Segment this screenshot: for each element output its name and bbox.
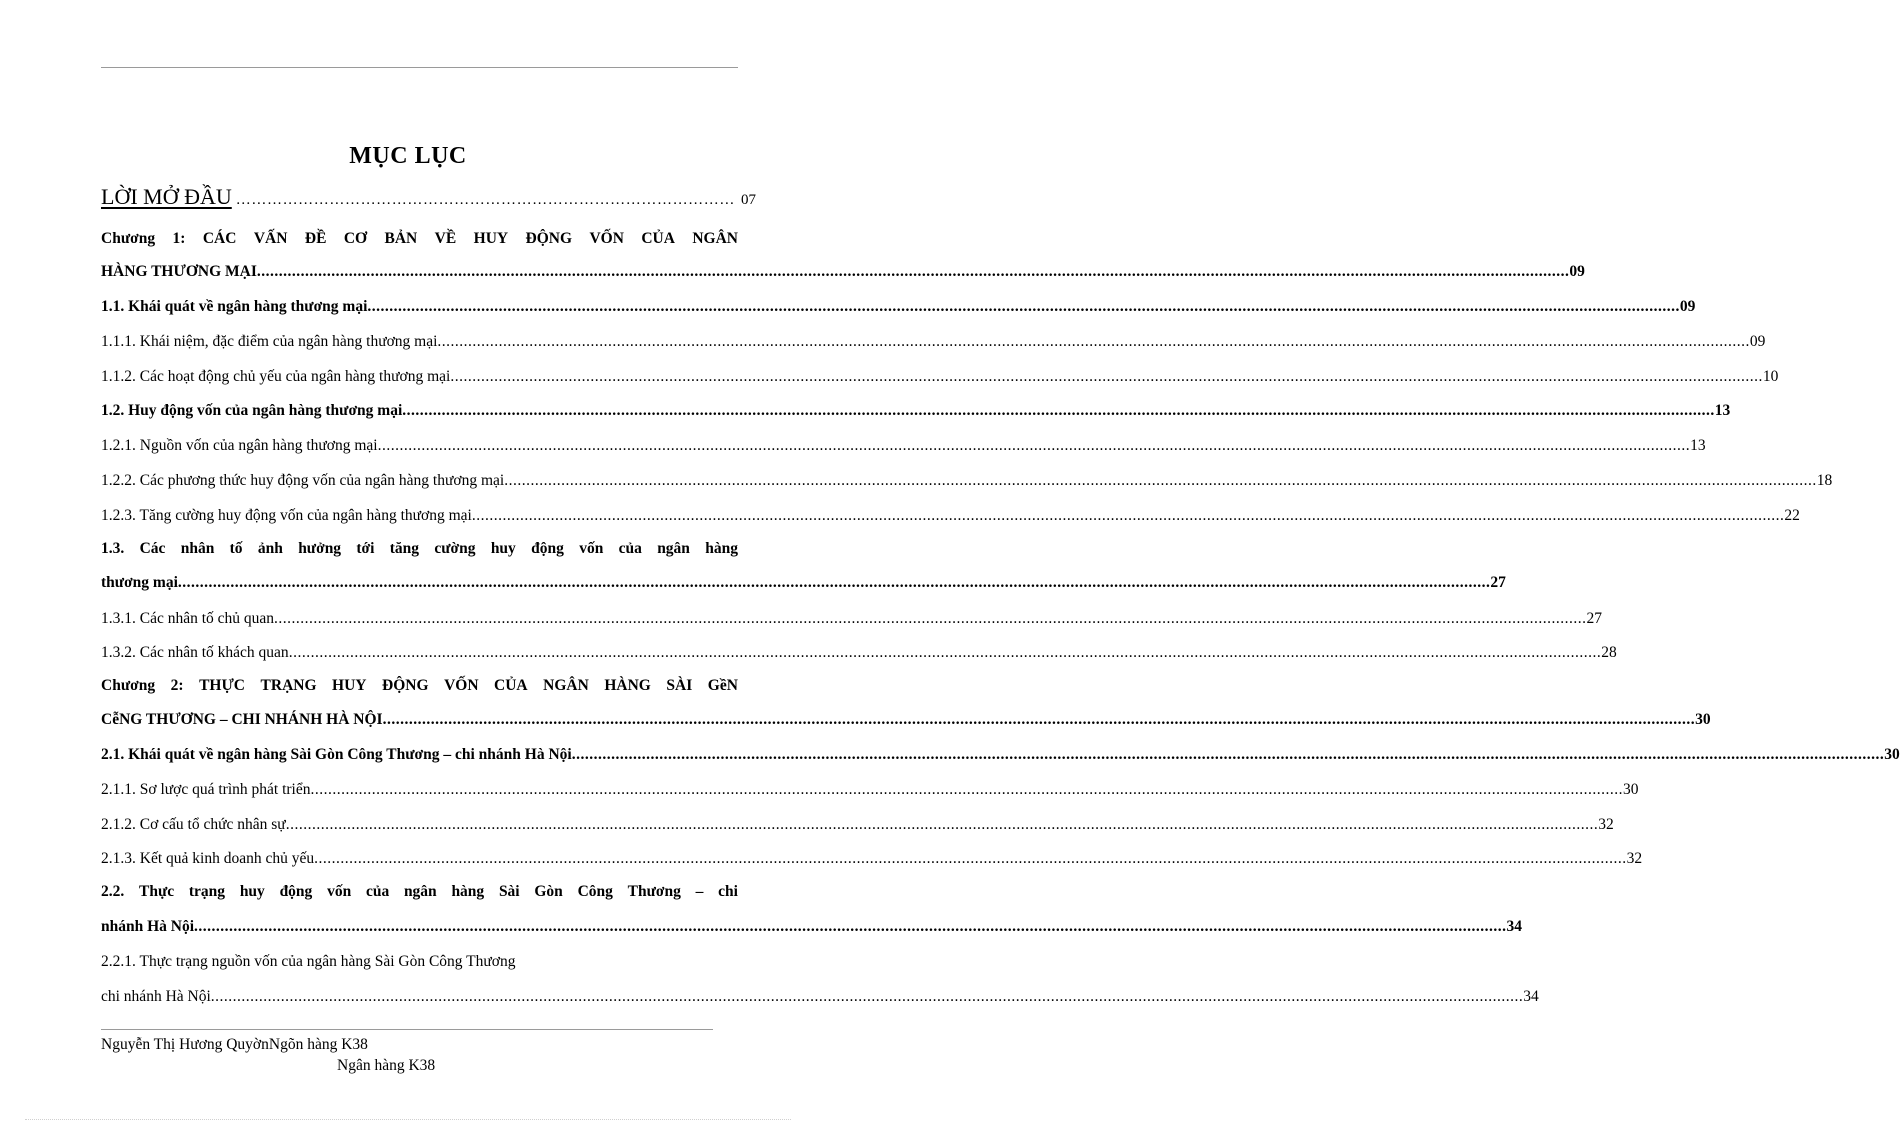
toc-word: hưởng [298, 540, 342, 557]
dot-leader: ............................................................................................................................................................................................................................................................................................................ [367, 298, 1680, 315]
toc-chapter1-line2[interactable] [101, 263, 1585, 289]
dot-leader: ............................................................................................................................................................................................................................................................................................................ [437, 333, 1750, 350]
toc-page-number: 28 [1601, 644, 1617, 661]
toc-entry-label: 1.3.1. Các nhân tố chủ quan [101, 610, 275, 627]
dot-leader: ............................................................................................................................................................................................................................................................................................................ [310, 781, 1623, 798]
toc-entry-1-3-line2[interactable] [101, 574, 1506, 600]
toc-chapter2-line2[interactable] [101, 711, 1711, 737]
toc-word: Gòn [534, 883, 563, 900]
toc-word: của [618, 540, 642, 557]
dot-leader: ............................................................................................................................................................................................................................................................................................................ [194, 918, 1507, 935]
toc-entry-label: 2.1.1. Sơ lược quá trình phát triển [101, 781, 311, 798]
toc-entry-label: 1.2. Huy động vốn của ngân hàng thương mại [101, 402, 403, 419]
toc-word: Chương [101, 230, 156, 247]
footer-class: Ngân hàng K38 [337, 1057, 436, 1074]
toc-word: động [531, 540, 564, 557]
toc-entry-1-3-2[interactable] [101, 644, 1617, 670]
footer-author: Nguyễn Thị Hương QuyờnNgõn hàng K38 [101, 1036, 368, 1053]
toc-entry-2-1-1[interactable] [101, 781, 1639, 807]
toc-page-number: 09 [1679, 298, 1696, 315]
toc-page-number: 27 [1490, 574, 1506, 591]
toc-word: Sài [498, 883, 520, 900]
toc-word: ảnh [257, 540, 283, 557]
toc-entry-1-3-line1[interactable] [101, 540, 738, 566]
footer-rule [101, 1029, 713, 1030]
toc-word: BẢN [384, 230, 418, 247]
toc-word: động [279, 883, 313, 900]
toc-word: cường [434, 540, 476, 557]
toc-word: CỦA [641, 230, 675, 247]
toc-entry-2-2-line1[interactable] [101, 883, 738, 909]
toc-page-number: 07 [740, 192, 756, 208]
toc-entry-label: 1.1. Khái quát về ngân hàng thương mại [101, 298, 368, 315]
toc-word: trạng [188, 883, 226, 900]
dot-leader: ............................................................................................................................................................................................................................................................................................................ [571, 746, 1885, 763]
dot-leader: ............................................................................................................................................................................................................................................................................................................ [314, 850, 1627, 867]
toc-entry-label: 2.1.3. Kết quả kinh doanh chủ yếu [101, 850, 315, 867]
toc-page-number: 22 [1784, 507, 1800, 524]
toc-word: CỦA [494, 677, 528, 694]
toc-word: HUY [332, 677, 367, 694]
dot-leader: ............................................................................................................................................................................................................................................................................................................ [210, 988, 1524, 1005]
dot-leader: ............................................................................................................................................................................................................................................................................................................ [177, 574, 1491, 591]
toc-entry-2-2-1-line2[interactable] [101, 988, 1539, 1014]
toc-page-number: 30 [1695, 711, 1711, 728]
toc-word: ĐỀ [304, 230, 327, 247]
dot-leader: ............................................................................................................................................................................................................................................................................................................ [504, 472, 1817, 489]
toc-entry-label: 1.2.3. Tăng cường huy động vốn của ngân hàng thương mại [101, 507, 472, 524]
toc-word: HUY [473, 230, 509, 247]
toc-entry-1-2[interactable] [101, 402, 1731, 428]
toc-entry-1-2-1[interactable] [101, 437, 1706, 463]
toc-word: 1.3. [101, 540, 125, 557]
toc-entry-1-1-2[interactable] [101, 368, 1779, 394]
toc-page-number: 09 [1749, 333, 1766, 350]
toc-page-number: 30 [1622, 781, 1639, 798]
toc-word: ngân [657, 540, 690, 557]
toc-word: tới [356, 540, 375, 557]
toc-entry-label: nhánh Hà Nội [101, 918, 195, 935]
dot-leader: ............................................................................................................................................................................................................................................................................................................ [377, 437, 1691, 454]
dot-leader: ............................................................................................................................................................................................................................................................................................................ [288, 644, 1602, 661]
toc-word: Thực [139, 883, 175, 900]
toc-chapter2-line1[interactable] [101, 677, 738, 703]
toc-entry-label: thương mại [101, 574, 178, 591]
toc-entry-2-2-line2[interactable] [101, 918, 1523, 944]
dot-leader: ............................................................................................................................................................................................................................................................................................................ [274, 610, 1587, 627]
toc-word: VỀ [434, 230, 457, 247]
toc-entry-label: CễNG THƯƠNG – CHI NHÁNH HÀ NỘI [101, 711, 383, 728]
toc-entry-label: 1.2.1. Nguồn vốn của ngân hàng thương mại [101, 437, 378, 454]
toc-page-number: 34 [1523, 988, 1539, 1005]
toc-word: THỰC [199, 677, 245, 694]
dot-leader: ............................................................................................................................................................................................................................................................................................................ [471, 507, 1785, 524]
toc-entry-1-2-2[interactable] [101, 472, 1833, 498]
toc-word: huy [239, 883, 265, 900]
toc-entry-label: LỜI MỞ ĐẦU [101, 184, 232, 209]
toc-page-number: 30 [1884, 746, 1900, 763]
toc-word: CÁC [202, 230, 237, 247]
toc-page-number: 13 [1714, 402, 1731, 419]
toc-word: – [695, 883, 704, 900]
toc-entry-label: 2.1.2. Cơ cấu tổ chức nhân sự [101, 816, 286, 833]
toc-word: VỐN [589, 230, 624, 247]
toc-entry-label: 1.3.2. Các nhân tố khách quan [101, 644, 289, 661]
toc-entry-2-2-1-line1[interactable]: 2.2.1. Thực trạng nguồn vốn của ngân hàng Sài Gòn Công Thương [101, 953, 516, 970]
toc-word: vốn [327, 883, 352, 900]
toc-entry-label: HÀNG THƯƠNG MẠI [101, 263, 257, 280]
toc-entry-intro[interactable] [101, 184, 756, 216]
toc-word: hàng [705, 540, 738, 557]
toc-word: tăng [389, 540, 420, 557]
toc-page-number: 34 [1506, 918, 1523, 935]
toc-entry-1-1[interactable] [101, 298, 1696, 324]
toc-page-number: 32 [1598, 816, 1614, 833]
toc-entry-2-1[interactable] [101, 746, 1900, 772]
toc-word: TRẠNG [260, 677, 317, 694]
toc-word: VỐN [444, 677, 479, 694]
toc-word: NGÂN [692, 230, 738, 247]
toc-entry-label: chi nhánh Hà Nội [101, 988, 211, 1005]
toc-word: 2: [170, 677, 184, 694]
toc-entry-label: 2.1. Khái quát về ngân hàng Sài Gòn Công Thương – chi nhánh Hà Nội [101, 746, 572, 763]
toc-chapter1-line1[interactable] [101, 230, 738, 256]
toc-entry-2-1-3[interactable] [101, 850, 1643, 876]
toc-word: GềN [707, 677, 738, 694]
dot-leader: ............................................................................................................................................................................................................................................................................................................ [382, 711, 1696, 728]
dot-leader: ............................................................................................................................................................................................................................................................................................................ [402, 402, 1715, 419]
toc-page-number: 13 [1690, 437, 1706, 454]
dot-leader: ............................................................................................................................................................................................................................................................................................................ [450, 368, 1763, 385]
toc-word: VẤN [253, 230, 288, 247]
header-rule [101, 67, 738, 68]
toc-word: của [365, 883, 390, 900]
toc-word: huy [490, 540, 516, 557]
page-bottom-border [25, 1119, 791, 1120]
toc-entry-label: 1.1.1. Khái niệm, đặc điểm của ngân hàng thương mại [101, 333, 438, 350]
toc-word: SÀI [666, 677, 693, 694]
toc-word: HÀNG [604, 677, 651, 694]
toc-word: chi [718, 883, 738, 900]
toc-word: Thương [627, 883, 681, 900]
toc-entry-1-3-1[interactable] [101, 610, 1603, 636]
toc-word: ngân [403, 883, 437, 900]
page-title: MỤC LỤC [349, 143, 467, 169]
toc-page-number: 09 [1569, 263, 1585, 280]
dot-leader: ............................................................................................................................................................................................................................................................................................................ [256, 263, 1570, 280]
toc-word: NGÂN [543, 677, 589, 694]
dot-leader: …………………………………………………………………………………… [235, 192, 735, 208]
toc-word: 2.2. [101, 883, 125, 900]
toc-entry-2-1-2[interactable] [101, 816, 1614, 842]
toc-word: Chương [101, 677, 156, 694]
toc-word: 1: [172, 230, 186, 247]
toc-word: ĐỘNG [525, 230, 573, 247]
toc-word: ĐỘNG [382, 677, 429, 694]
toc-word: nhân [180, 540, 215, 557]
toc-entry-label: 1.1.2. Các hoạt động chủ yếu của ngân hàng thương mại [101, 368, 451, 385]
dot-leader: ............................................................................................................................................................................................................................................................................................................ [285, 816, 1599, 833]
toc-page-number: 32 [1626, 850, 1643, 867]
toc-word: Công [577, 883, 613, 900]
toc-word: vốn [579, 540, 604, 557]
toc-entry-1-1-1[interactable] [101, 333, 1766, 359]
toc-page-number: 10 [1762, 368, 1779, 385]
toc-word: Các [139, 540, 166, 557]
toc-entry-1-2-3[interactable] [101, 507, 1800, 533]
toc-word: hàng [451, 883, 485, 900]
toc-entry-label: 1.2.2. Các phương thức huy động vốn của ngân hàng thương mại [101, 472, 505, 489]
toc-word: CƠ [343, 230, 368, 247]
toc-page-number: 27 [1586, 610, 1603, 627]
toc-word: tố [229, 540, 243, 557]
toc-page-number: 18 [1816, 472, 1833, 489]
